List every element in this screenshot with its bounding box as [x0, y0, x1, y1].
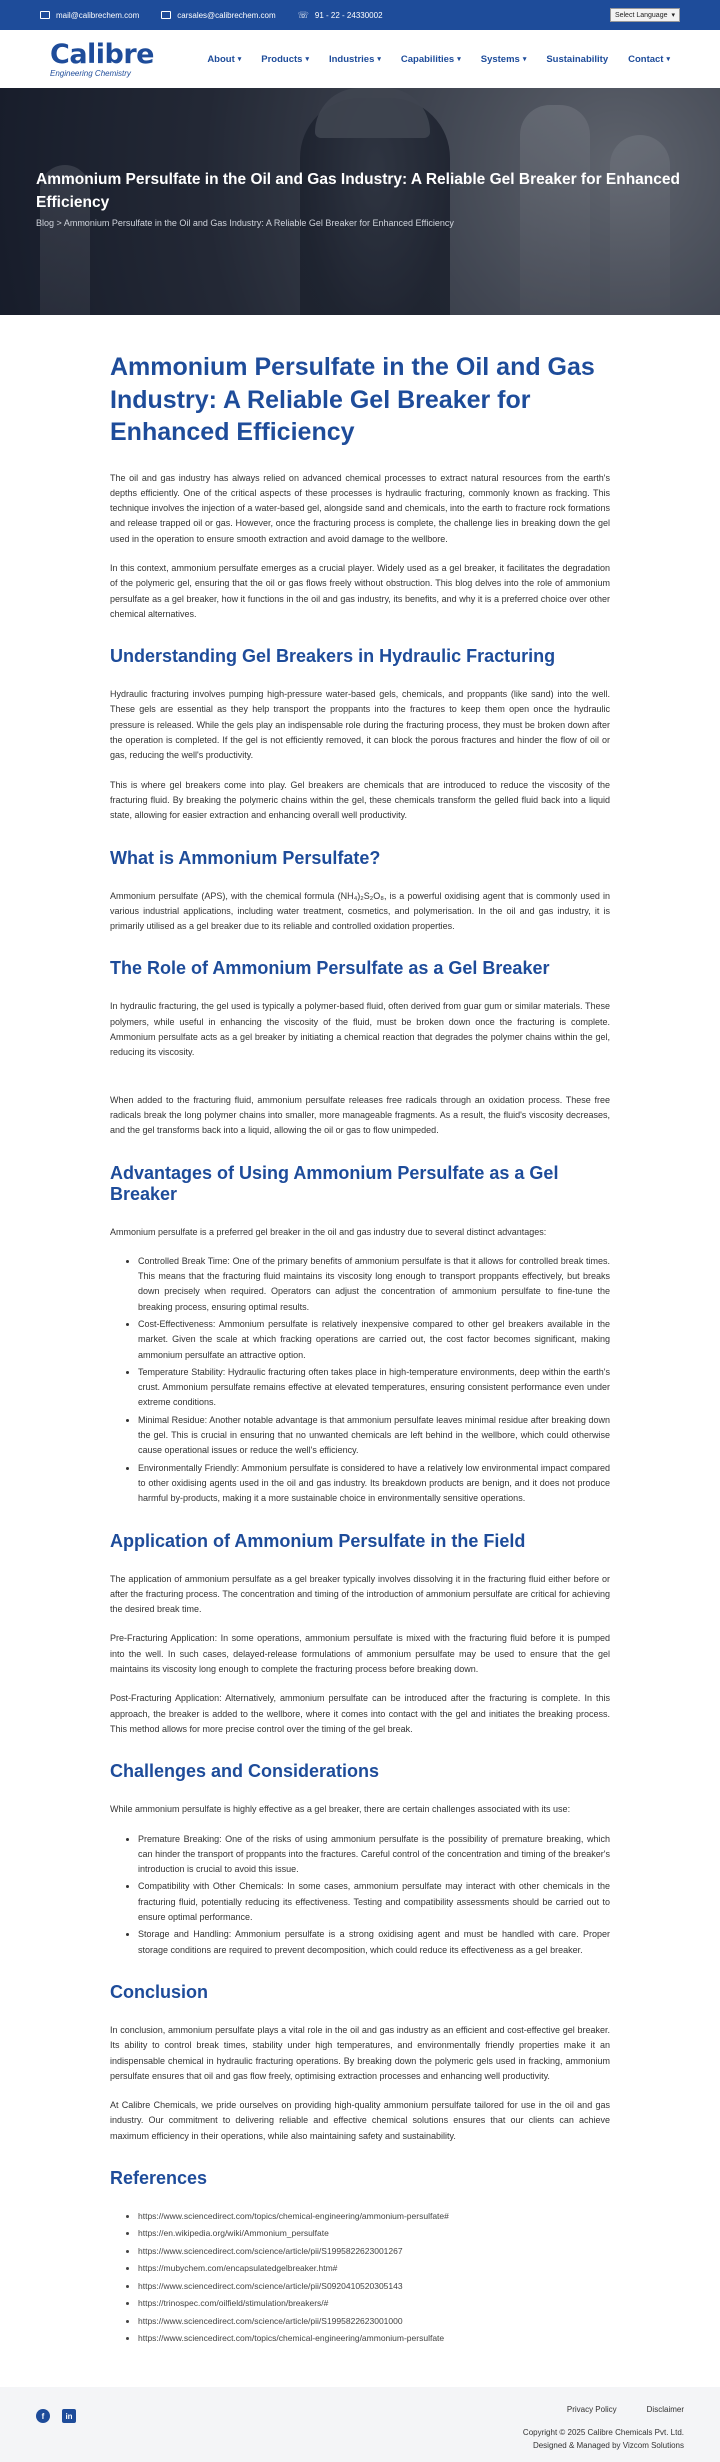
section-heading: The Role of Ammonium Persulfate as a Gel Breaker [110, 958, 550, 979]
nav-label: Products [261, 53, 303, 65]
list-item: • Controlled Break Time: One of the primary benefits of ammonium persulfate is that it allows for controlled break times. This means that the fracturing fluid maintains its viscosity long enough to transport proppants effectively, but breaks down precisely when required. Operators can adjust the concentration of ammonium persulfate to fine-tune the breaking process, ensuring optimal results. [138, 1254, 610, 1315]
advantages-list [138, 1254, 610, 1507]
reference-link[interactable]: • https://www.sciencedirect.com/science/article/pii/S1995822623001000 [138, 2314, 610, 2328]
mail-icon [161, 11, 171, 19]
chevron-down-icon: ▾ [237, 56, 242, 63]
credit-text: Designed & Managed by Vizcom Solutions [532, 2441, 684, 2451]
nav-item-contact[interactable] [628, 54, 670, 65]
section-heading: Application of Ammonium Persulfate in the Field [110, 1530, 526, 1551]
article-title: Ammonium Persulfate in the Oil and Gas Industry: A Reliable Gel Breaker for Enhanced Efficiency [110, 353, 595, 446]
facebook-icon[interactable]: f [36, 2409, 50, 2423]
list-item: • Premature Breaking: One of the risks of using ammonium persulfate is the possibility of premature breaking, which can hinder the transport of proppants into the fractures. Careful control of the concentration and timing of the breaker's introduction is crucial to avoid this issue. [138, 1832, 610, 1878]
section-heading: What is Ammonium Persulfate? [110, 847, 381, 868]
chevron-down-icon: ▾ [305, 56, 309, 63]
list-item: • Compatibility with Other Chemicals: In some cases, ammonium persulfate may interact with other chemicals in the fracturing fluid, potentially reducing its effectiveness. Testing and compatibility assessments should be carried out to ensure optimal performance. [138, 1879, 610, 1925]
top-contact-bar [0, 0, 720, 30]
nav-label: Capabilities [400, 53, 455, 65]
section-heading: Advantages of Using Ammonium Persulfate as a Gel Breaker [110, 1162, 559, 1204]
paragraph: While ammonium persulfate is highly effective as a gel breaker, there are certain challenges associated with its use: [110, 1804, 571, 1815]
paragraph: The application of ammonium persulfate as a gel breaker typically involves dissolving it in the fracturing fluid either before or after the fracturing process. The concentration and timing of the introduction of ammonium persulfate are critical for achieving the desired break time. [110, 1573, 610, 1615]
hero-banner [0, 88, 720, 315]
nav-label: Sustainability [546, 53, 609, 65]
paragraph: The oil and gas industry has always relied on advanced chemical processes to extract natural resources from the earth's depths efficiently. One of the critical aspects of these processes is hydraulic fracturing, commonly known as fracking. This technique involves the injection of a water-based gel, alongside sand and chemicals, into the earth to fracture rock formations and release trapped oil or gas. However, once the fracturing process is complete, the challenge lies in breaking down the gel used in the operation to ensure smooth extraction and avoid damage to the wellbore. [110, 472, 610, 544]
footer-links [567, 2405, 684, 2414]
chevron-down-icon: ▾ [666, 56, 670, 63]
nav-label: About [207, 53, 235, 65]
nav-item-industries[interactable] [329, 54, 381, 65]
paragraph: Pre-Fracturing Application: In some operations, ammonium persulfate is mixed with the fracturing fluid before it is pumped into the well. In such cases, delayed-release formulations of ammonium persulfate may be used to ensure that the gel maintains its viscosity long enough to complete the fracturing process before breaking down. [110, 1633, 610, 1675]
breadcrumb [36, 218, 680, 228]
nav-item-capabilities[interactable] [401, 54, 461, 65]
nav-item-systems[interactable] [481, 54, 527, 65]
section-heading: Understanding Gel Breakers in Hydraulic Fracturing [110, 646, 556, 667]
paragraph: Ammonium persulfate (APS), with the chemical formula (NH₄)₂S₂O₈, is a powerful oxidising agent that is commonly used in various industrial applications, including water treatment, cosmetics, and polymerisation. In the oil and gas industry, it is primarily utilised as a gel breaker due to its reliable and controlled oxidation properties. [110, 890, 610, 932]
paragraph: In this context, ammonium persulfate emerges as a crucial player. Widely used as a gel breaker, it facilitates the degradation of the polymeric gel, ensuring that the oil or gas flows freely without obstruction. This blog delves into the role of ammonium persulfate as a gel breaker, how it functions in the oil and gas industry, its benefits, and why it is a preferred choice over other chemical alternatives. [110, 562, 610, 619]
paragraph: When added to the fracturing fluid, ammonium persulfate releases free radicals through an oxidation process. These free radicals break the long polymer chains into smaller, more manageable fragments. As a result, the fluid's viscosity decreases, and the gel transforms back into a liquid, allowing the oil or gas to flow unimpeded. [110, 1094, 610, 1136]
section-heading: Conclusion [110, 1981, 208, 2002]
list-item: • Storage and Handling: Ammonium persulfate is a strong oxidising agent and must be handled with care. Proper storage conditions are required to prevent decomposition, which could reduce its effectiveness as a gel breaker. [138, 1927, 610, 1958]
social-links [36, 2409, 76, 2423]
chevron-down-icon: ▾ [377, 56, 381, 63]
challenges-list [138, 1832, 610, 1958]
email-contact-1[interactable] [40, 11, 139, 20]
language-select-label: Select Language [614, 11, 668, 19]
reference-link[interactable]: • https://www.sciencedirect.com/topics/chemical-engineering/ammonium-persulfate [138, 2331, 610, 2345]
main-nav [207, 54, 670, 65]
linkedin-icon[interactable]: in [62, 2409, 76, 2423]
email-contact-2[interactable] [161, 11, 275, 20]
phone-contact[interactable] [298, 10, 383, 21]
phone-icon: ☏ [297, 9, 309, 20]
reference-link[interactable]: • https://www.sciencedirect.com/science/article/pii/S0920410520305143 [138, 2279, 610, 2293]
reference-link[interactable]: • https://mubychem.com/encapsulatedgelbreaker.htm# [138, 2261, 610, 2275]
site-header [0, 30, 720, 88]
email-link-2[interactable]: carsales@calibrechem.com [177, 10, 276, 20]
section-heading: References [110, 2167, 208, 2188]
mail-icon [40, 11, 50, 19]
site-logo[interactable] [50, 38, 154, 78]
nav-item-products[interactable] [261, 54, 309, 65]
nav-item-about[interactable] [207, 54, 241, 65]
nav-label: Industries [328, 53, 375, 65]
list-item: • Minimal Residue: Another notable advantage is that ammonium persulfate leaves minimal residue after breaking down the gel. This is crucial in ensuring that no unwanted chemicals are left behind in the wellbore, which could otherwise cause operational issues or reduce the well's efficiency. [138, 1413, 610, 1459]
nav-label: Contact [628, 53, 664, 65]
reference-link[interactable]: • https://www.sciencedirect.com/topics/chemical-engineering/ammonium-persulfate# [138, 2209, 610, 2223]
list-item: • Environmentally Friendly: Ammonium persulfate is considered to have a relatively low environmental impact compared to other oxidising agents used in the oil and gas industry. Its breakdown products are benign, and it does not produce harmful by-products, making it a more sustainable choice in environmentally sensitive operations. [138, 1461, 610, 1507]
privacy-policy-link[interactable]: Privacy Policy [566, 2405, 617, 2415]
paragraph: Ammonium persulfate is a preferred gel breaker in the oil and gas industry due to several distinct advantages: [110, 1226, 547, 1237]
list-item: • Temperature Stability: Hydraulic fracturing often takes place in high-temperature environments, deep within the earth's crust. Ammonium persulfate remains effective at elevated temperatures, ensuring consistent performance even under extreme conditions. [138, 1365, 610, 1411]
nav-label: Systems [480, 53, 520, 65]
site-footer [0, 2387, 720, 2462]
paragraph: In hydraulic fracturing, the gel used is typically a polymer-based fluid, often derived from guar gum or similar materials. These polymers, while useful in enhancing the viscosity of the fluid, must be broken down once the fracturing is complete. Ammonium persulfate acts as a gel breaker by initiating a chemical reaction that degrades the polymer chains within the gel, reducing its viscosity. [110, 1001, 610, 1058]
hero-title: Ammonium Persulfate in the Oil and Gas Industry: A Reliable Gel Breaker for Enhanced Efficiency [36, 171, 680, 212]
logo-name: Calibre [50, 38, 154, 70]
language-select[interactable] [610, 8, 680, 22]
list-item: • Cost-Effectiveness: Ammonium persulfate is relatively inexpensive compared to other gel breakers available in the market. Given the scale at which fracking operations are carried out, the cost factor becomes significant, making ammonium persulfate an attractive option. [138, 1317, 610, 1363]
email-link-1[interactable]: mail@calibrechem.com [56, 10, 140, 20]
breadcrumb-current: Ammonium Persulfate in the Oil and Gas Industry: A Reliable Gel Breaker for Enhanced Efficiency [63, 217, 454, 228]
paragraph: At Calibre Chemicals, we pride ourselves on providing high-quality ammonium persulfate tailored for use in the oil and gas industry. Our commitment to delivering reliable and effective chemical solutions ensures that our clients can achieve maximum efficiency in their operations, while also maintaining safety and sustainability. [110, 2100, 610, 2141]
breadcrumb-blog-link[interactable]: Blog [36, 217, 55, 228]
references-list [138, 2209, 610, 2346]
paragraph: This is where gel breakers come into play. Gel breakers are chemicals that are introduced to reduce the viscosity of the fracturing fluid. By breaking the polymeric chains within the gel, these chemicals transform the gelled fluid back into a liquid state, allowing for easier extraction and enhancing overall well productivity. [110, 779, 610, 821]
article-content [0, 315, 720, 2345]
breadcrumb-separator: > [56, 217, 62, 228]
reference-link[interactable]: • https://www.sciencedirect.com/science/article/pii/S1995822623001267 [138, 2244, 610, 2258]
logo-tagline: Engineering Chemistry [50, 68, 131, 78]
chevron-down-icon: ▾ [671, 12, 675, 19]
disclaimer-link[interactable]: Disclaimer [646, 2405, 684, 2415]
footer-copyright [523, 2427, 684, 2453]
chevron-down-icon: ▾ [457, 56, 461, 63]
paragraph: Post-Fracturing Application: Alternatively, ammonium persulfate can be introduced after the fracturing is complete. In this approach, the breaker is added to the wellbore, where it comes into contact with the gel and initiates the breaking process. This method allows for more precise control over the timing of the gel break. [110, 1693, 610, 1734]
hero-text [36, 168, 680, 228]
phone-link[interactable]: 91 - 22 - 24330002 [314, 10, 383, 20]
nav-item-sustainability[interactable] [546, 54, 608, 65]
copyright-text: Copyright © 2025 Calibre Chemicals Pvt. Ltd. [522, 2428, 684, 2438]
section-heading: Challenges and Considerations [110, 1761, 380, 1782]
reference-link[interactable]: • https://en.wikipedia.org/wiki/Ammonium_persulfate [138, 2226, 610, 2240]
paragraph: Hydraulic fracturing involves pumping high-pressure water-based gels, chemicals, and proppants (like sand) into the well. These gels are essential as they help transport the proppants into the fractures to keep them open once the hydraulic pressure is released. While the gels play an indispensable role during the fracturing process, they must be broken down after the operation is completed. If the gel is not efficiently removed, it can block the porous fractures and hinder the flow of oil or gas, reducing the well's productivity. [110, 689, 610, 761]
chevron-down-icon: ▾ [522, 56, 527, 63]
reference-link[interactable]: • https://trinospec.com/oilfield/stimulation/breakers/# [138, 2296, 610, 2310]
paragraph: In conclusion, ammonium persulfate plays a vital role in the oil and gas industry as an efficient and cost-effective gel breaker. Its ability to control break times, stability under high temperatures, and environmentally friendly properties make it an indispensable chemical in hydraulic fracturing operations. By breaking down the polymeric gels used in fracking, ammonium persulfate ensures that oil and gas flow freely, optimising extraction processes and enhancing well productivity. [110, 2024, 610, 2081]
